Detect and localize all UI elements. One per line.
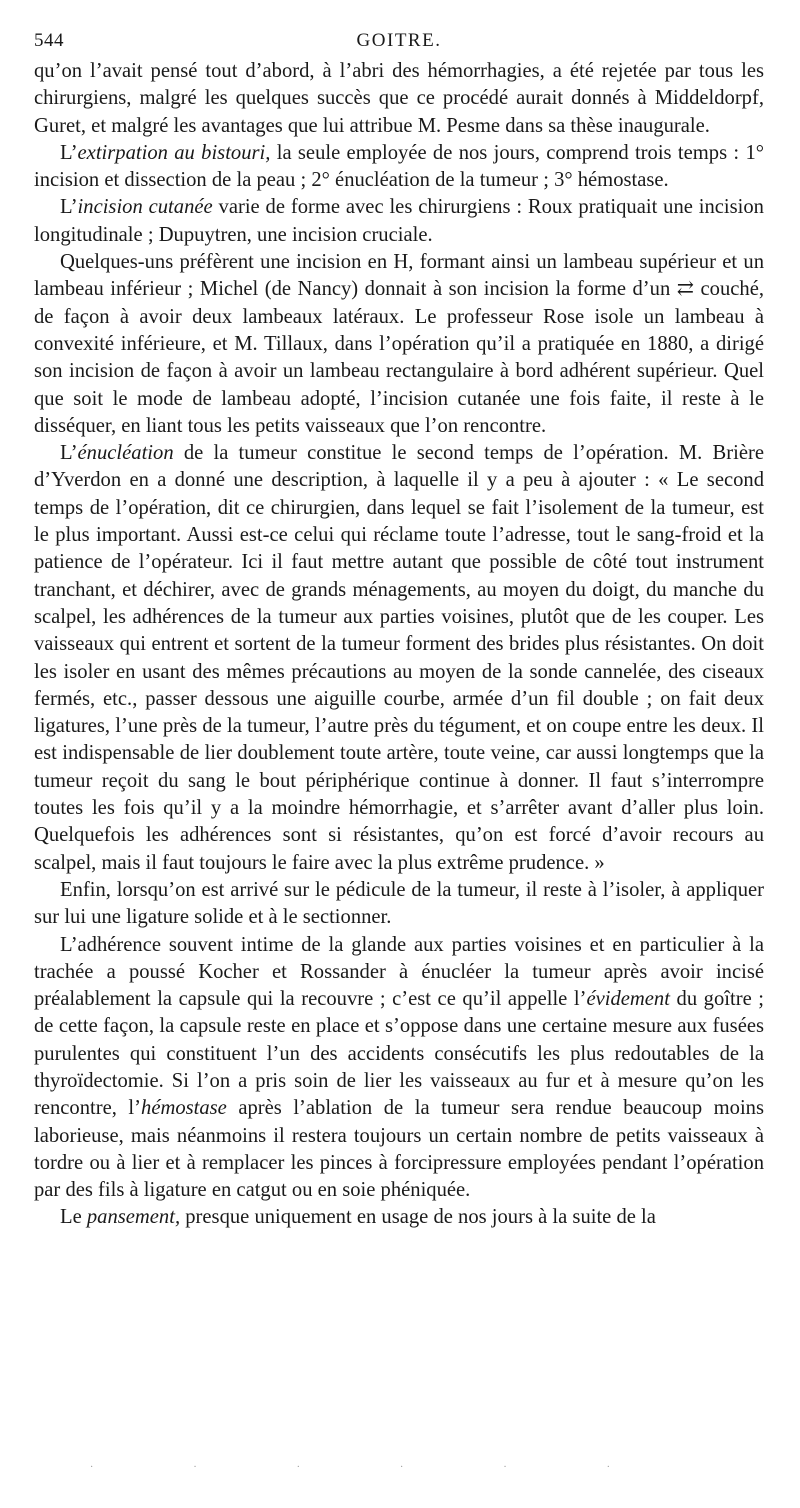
running-head (34, 28, 764, 58)
italic-term: incision cutanée (77, 196, 213, 219)
paragraph-lambeaux (34, 249, 764, 440)
paragraph-pansement (34, 1204, 764, 1231)
paragraph-text: la seule employée de nos jours, comprend trois temps : 1° incision et dissection de la peau ; 2° énucléation de la tumeur ; 3° hémostase. (34, 141, 764, 192)
paragraph-continuation (34, 58, 764, 140)
page (34, 28, 764, 1232)
italic-term: extirpation au bistouri, (77, 141, 271, 164)
paragraph-text: L’adhérence souvent intime de la glande aux parties voisines et en particulier à la trachée a poussé Kocher et Rossander à énucléer la tumeur après avoir incisé préalablement la capsule qui la recouvre ; c’est ce qu’il appelle l’ (34, 933, 764, 1011)
paragraph-pedicule (34, 877, 764, 932)
italic-term: évidement (586, 988, 670, 1011)
body-text (34, 58, 764, 1232)
paragraph-evidement (34, 932, 764, 1205)
paragraph-text: Enfin, lorsqu’on est arrivé sur le pédicule de la tumeur, il reste à l’isoler, à appliquer sur lui une ligature solide et à le sectionner. (34, 878, 764, 929)
paragraph-text: varie de forme avec les chirurgiens : Roux pratiquait une incision longitudinale ; Dupuytren, une incision cruciale. (34, 196, 764, 246)
paragraph-text: de la tumeur constitue le second temps de l’opération. M. Brière d’Yverdon en a donné une description, à laquelle il y a peu à ajouter : « Le second temps de l’opération, dit ce chirurgien, dans lequel se fait l’isolement de la tumeur, est le plus important. Aussi est-ce celui qui réclame toute l’adresse, tout le sang-froid et la patience de l’opérateur. Ici il faut mettre autant que possible de côté tout instrument tranchant, et déchirer, avec de grands ménagements, au moyen du doigt, du manche du scalpel, les adhérences de la tumeur aux parties voisines, plutôt que de les couper. Les vaisseaux qui entrent et sortent de la tumeur forment des brides plus résistantes. On doit les isoler en usant des mêmes précautions au moyen de la sonde cannelée, des ciseaux fermés, etc., passer dessous une aiguille courbe, armée d’un fil double ; on fait deux ligatures, l’une près de la tumeur, l’autre près du tégument, et on coupe entre les deux. Il est indispensable de lier doublement toute artère, toute veine, car aussi longtemps que la tumeur reçoit du sang le bout périphérique continue à donner. Il faut s’interrompre toutes les fois qu’il y a la moindre hémorrhagie, et s’arrêter avant d’aller plus loin. Quelquefois les adhérences sont si résistantes, qu’on est forcé d’avoir recours au scalpel, mais il faut toujours le faire avec la plus extrême prudence. » (34, 442, 764, 874)
paragraph-text: Quelques-uns préfèrent une incision en H, formant ainsi un lambeau supérieur et un lambeau inférieur ; Michel (de Nancy) donnait à son incision la forme d’un ⇄ couché, de façon à avoir deux lambeaux latéraux. Le professeur Rose isole un lambeau à convexité inférieure, et M. Tillaux, dans l’opération qu’il a pratiquée en 1880, a dirigé son incision de façon à avoir un lambeau rectangulaire à bord adhérent supérieur. Quel que soit le mode de lambeau adopté, l’incision cutanée une fois faite, il reste à le disséquer, en liant tous les petits vaisseaux que l’on rencontre. (34, 251, 764, 437)
italic-term: énucléation (77, 442, 174, 465)
paragraph-text: qu’on l’avait pensé tout d’abord, à l’abri des hémorrhagies, a été rejetée par tous les chirurgiens, malgré les quelques succès que ce procédé aurait donnés à Middeldorpf, Guret, et malgré les avantages que lui attribue M. Pesme dans sa thèse inaugurale. (34, 60, 764, 137)
paragraph-incision-cutanee (34, 194, 764, 249)
print-specks: ······ (90, 1462, 710, 1473)
paragraph-text: après l’ablation de la tumeur sera rendue beaucoup moins laborieuse, mais néanmoins il restera toujours un certain nombre de petits vaisseaux à tordre ou à lier et à remplacer les pinces à forcipressure employées pendant l’opération par des fils à ligature en catgut ou en soie phéniquée. (34, 1097, 764, 1202)
paragraph-lead: L’ (60, 141, 78, 164)
paragraph-enucleation (34, 440, 764, 877)
running-title: GOITRE. (356, 30, 442, 51)
page-number: 544 (34, 30, 64, 51)
paragraph-lead: Le (60, 1206, 87, 1229)
paragraph-extirpation (34, 140, 764, 195)
paragraph-text: presque uniquement en usage de nos jours à la suite de la (180, 1206, 656, 1229)
paragraph-text: du goître ; de cette façon, la capsule reste en place et s’oppose dans une certaine mesure aux fusées purulentes qui constituent l’un des accidents consécutifs les plus redoutables de la thyroïdectomie. Si l’on a pris soin de lier les vaisseaux au fur et à mesure qu’on les rencontre, l’ (34, 988, 764, 1120)
italic-term: pansement, (86, 1206, 181, 1229)
italic-term: hémostase (141, 1097, 227, 1120)
paragraph-lead: L’ (60, 442, 78, 465)
paragraph-lead: L’ (60, 196, 78, 219)
